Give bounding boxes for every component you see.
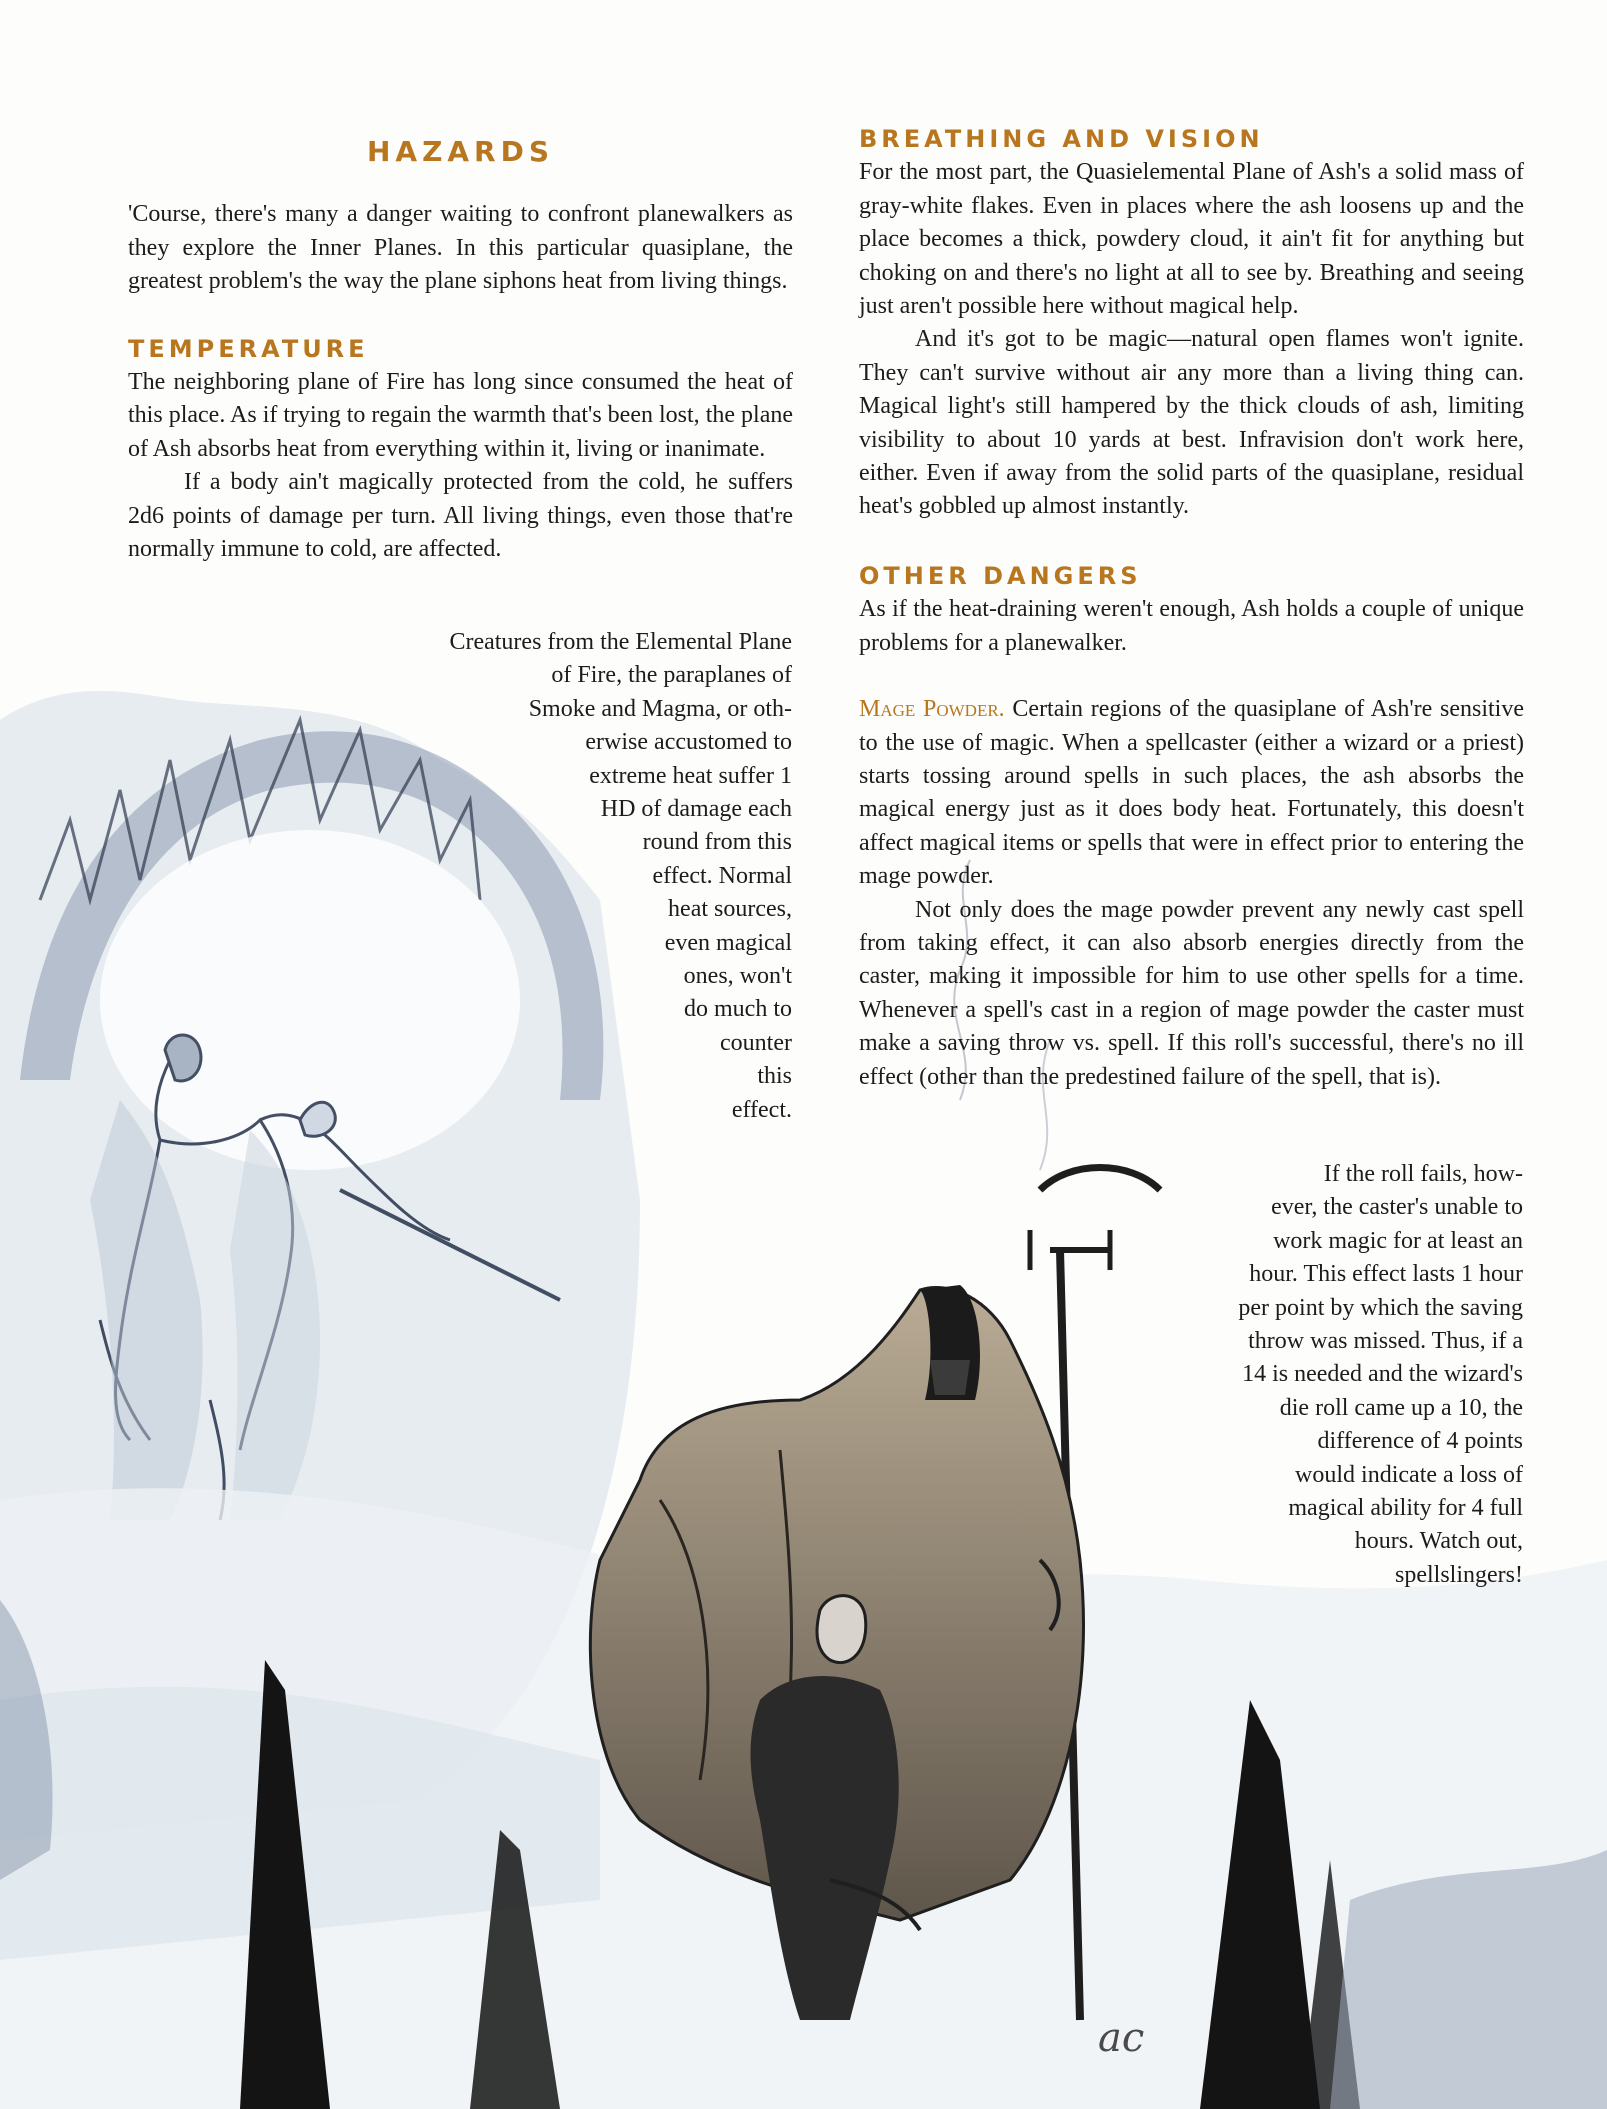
stair-line: HD of damage each <box>600 796 792 823</box>
hazards-heading: HAZARDS <box>366 135 555 168</box>
stair-line: spellslingers! <box>1395 1561 1523 1588</box>
mage-powder-p2: Not only does the mage powder prevent any newly cast spell from taking effect, it can also absorb energies directly from the caster, making it impossible for him to use other spells for a time. Whenever a spell's cast in a region of mage powder the caster must make a saving throw vs. spell. If this roll's successful, there's no ill effect (other than the predestined failure of the spell, that is). <box>859 896 1524 1090</box>
stair-line: die roll came up a 10, the <box>1279 1394 1523 1421</box>
stair-line: difference of 4 points <box>1317 1428 1523 1455</box>
stair-line: round from this <box>642 829 792 856</box>
breathing-p1: For the most part, the Quasielemental Plane of Ash's a solid mass of gray-white flakes. Even in places where the ash loosens up and the place becomes a thick, powdery cloud, it ain't fit for anything but choking on and there's no light at all to see by. Breathing and seeing just aren't possible here without magical help. <box>859 159 1524 320</box>
mage-powder-p3 <box>1238 1158 1523 1592</box>
temperature-p2: If a body ain't magically protected from the cold, he suffers 2d6 points of damage per turn. All living things, even those that're normally immune to cold, are affected. <box>128 469 793 563</box>
stair-line: effect. Normal <box>652 862 792 889</box>
stair-line: of Fire, the paraplanes of <box>551 662 792 689</box>
stair-line: Smoke and Magma, or oth- <box>528 695 792 722</box>
stair-line: would indicate a loss of <box>1295 1461 1523 1488</box>
dangers-intro: As if the heat-draining weren't enough, Ash holds a couple of unique problems for a planewalker. <box>859 596 1524 656</box>
stair-line: do much to <box>684 996 792 1023</box>
stair-line: erwise accustomed to <box>585 729 792 756</box>
stair-line: even magical <box>664 929 792 956</box>
temperature-heading: TEMPERATURE <box>128 334 369 363</box>
mage-powder-label: Mage Powder. <box>859 696 1005 723</box>
mage-powder-text: Certain regions of the quasiplane of Ash're sensitive to the use of magic. When a spellcaster (either a wizard or a priest) starts tossing around spells in such places, the ash absorbs the magical energy just as it does body heat. Fortunately, this doesn't affect magical items or spells that were in effect prior to entering the mage powder. <box>859 696 1524 890</box>
stair-line: counter <box>720 1029 792 1056</box>
breathing-p2: And it's got to be magic—natural open flames won't ignite. They can't survive without air any more than a living thing can. Magical light's still hampered by the thick clouds of ash, limiting visibility to about 10 yards at best. Infravision don't work here, either. Even if away from the solid parts of the quasiplane, residual heat's gobbled up almost instantly. <box>859 326 1524 520</box>
stair-line: per point by which the saving <box>1238 1294 1523 1321</box>
right-column <box>859 123 1524 1094</box>
hazards-intro: 'Course, there's many a danger waiting to confront planewalkers as they explore the Inner Planes. In this particular quasiplane, the greatest problem's the way the plane siphons heat from living things. <box>128 201 793 295</box>
stair-line: ever, the caster's unable to <box>1271 1194 1523 1221</box>
stair-line: If the roll fails, how- <box>1323 1161 1523 1187</box>
stair-line: this <box>757 1063 792 1090</box>
stair-line: work magic for at least an <box>1273 1227 1523 1254</box>
stair-line: magical ability for 4 full <box>1288 1495 1523 1522</box>
stair-line: hours. Watch out, <box>1354 1528 1523 1555</box>
artist-signature: ac <box>1098 2015 1145 2061</box>
temperature-p1: The neighboring plane of Fire has long since consumed the heat of this place. As if trying to regain the warmth that's been lost, the plane of Ash absorbs heat from everything within it, living or inanimate. <box>128 369 793 462</box>
stair-line: effect. <box>731 1096 792 1123</box>
stair-line: Creatures from the Elemental Plane <box>449 629 792 655</box>
stair-line: 14 is needed and the wizard's <box>1242 1361 1523 1388</box>
breathing-vision-heading: BREATHING AND VISION <box>859 125 1264 153</box>
other-dangers-heading: OTHER DANGERS <box>859 561 1142 590</box>
stair-line: extreme heat suffer 1 <box>589 762 792 789</box>
temperature-p3 <box>449 626 792 1127</box>
left-column <box>128 135 793 566</box>
mage-powder-p1 <box>859 693 1524 893</box>
stair-line: hour. This effect lasts 1 hour <box>1249 1261 1523 1288</box>
stair-line: heat sources, <box>668 896 792 923</box>
stair-line: throw was missed. Thus, if a <box>1248 1328 1523 1355</box>
stair-line: ones, won't <box>683 963 792 990</box>
